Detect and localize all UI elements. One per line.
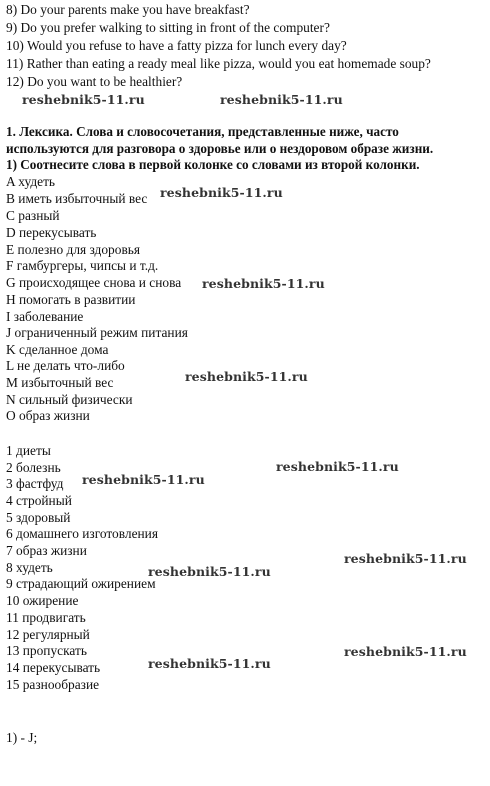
column1-item: J ограниченный режим питания	[6, 325, 188, 340]
column2-item: 12 регулярный	[6, 627, 90, 642]
column1-item: N сильный физически	[6, 392, 133, 407]
column1-item: F гамбургеры, чипсы и т.д.	[6, 258, 159, 273]
column1-item: I заболевание	[6, 309, 84, 324]
question-line: 12) Do you want to be healthier?	[6, 74, 183, 89]
section-heading: используются для разговора о здоровье или о нездоровом образе жизни.	[6, 141, 434, 156]
column2-item: 4 стройный	[6, 493, 72, 508]
column1-item: A худеть	[6, 174, 56, 189]
column1-item: M избыточный вес	[6, 375, 114, 390]
column2-item: 3 фастфуд	[6, 476, 64, 491]
column1-item: C разный	[6, 208, 60, 223]
column2-item: 7 образ жизни	[6, 543, 87, 558]
column2-item: 5 здоровый	[6, 510, 71, 525]
watermark: reshebnik5-11.ru	[344, 644, 467, 659]
column2-item: 13 пропускать	[6, 643, 87, 658]
question-line: 11) Rather than eating a ready meal like pizza, would you eat homemade soup?	[6, 56, 431, 71]
column2-item: 11 продвигать	[6, 610, 86, 625]
column2-item: 6 домашнего изготовления	[6, 526, 159, 541]
watermark: reshebnik5-11.ru	[202, 276, 325, 291]
column2-item: 8 худеть	[6, 560, 53, 575]
section-heading: 1. Лексика. Слова и словосочетания, представленные ниже, часто	[6, 124, 399, 139]
column1-item: L не делать что-либо	[6, 358, 125, 373]
watermark: reshebnik5-11.ru	[344, 551, 467, 566]
watermark: reshebnik5-11.ru	[160, 185, 283, 200]
watermark: reshebnik5-11.ru	[220, 92, 343, 107]
column2-item: 1 диеты	[6, 443, 51, 458]
column1-item: D перекусывать	[6, 225, 97, 240]
column1-item: G происходящее снова и снова	[6, 275, 182, 290]
question-line: 8) Do your parents make you have breakfast?	[6, 2, 250, 17]
column2-item: 10 ожирение	[6, 593, 79, 608]
watermark: reshebnik5-11.ru	[82, 472, 205, 487]
column2-item: 14 перекусывать	[6, 660, 101, 675]
task-instruction: 1) Соотнесите слова в первой колонке со словами из второй колонки.	[6, 157, 420, 172]
watermark: reshebnik5-11.ru	[22, 92, 145, 107]
answer-text: 1) - J;	[6, 730, 38, 745]
watermark: reshebnik5-11.ru	[185, 369, 308, 384]
question-line: 10) Would you refuse to have a fatty pizza for lunch every day?	[6, 38, 347, 53]
column2-item: 15 разнообразие	[6, 677, 100, 692]
column1-item: H помогать в развитии	[6, 292, 136, 307]
column1-item: B иметь избыточный вес	[6, 191, 148, 206]
column1-item: O образ жизни	[6, 408, 90, 423]
column2-item: 9 страдающий ожирением	[6, 576, 156, 591]
column1-item: E полезно для здоровья	[6, 242, 141, 257]
column2-item: 2 болезнь	[6, 460, 61, 475]
question-line: 9) Do you prefer walking to sitting in front of the computer?	[6, 20, 330, 35]
watermark: reshebnik5-11.ru	[148, 656, 271, 671]
watermark: reshebnik5-11.ru	[276, 459, 399, 474]
watermark: reshebnik5-11.ru	[148, 564, 271, 579]
column1-item: K сделанное дома	[6, 342, 109, 357]
